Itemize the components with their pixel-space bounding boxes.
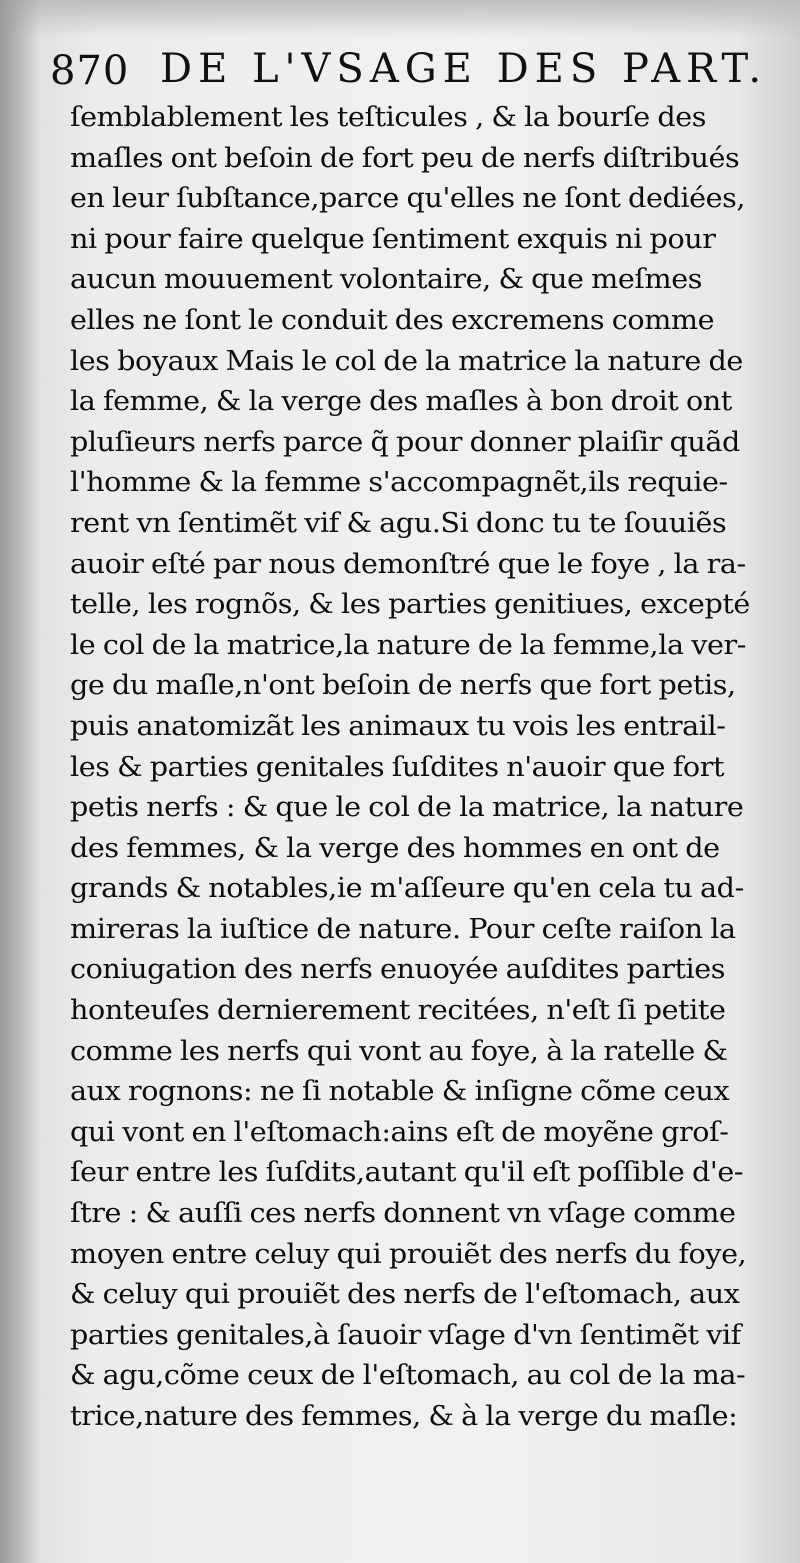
text-line: le col de la matrice,la nature de la femme,la ver- <box>70 629 746 661</box>
text-line: la femme, & la verge des maſles à bon droit ont <box>70 386 732 418</box>
text-line: l'homme & la femme s'accompagnẽt,ils requie- <box>70 467 728 499</box>
text-line: grands & notables,ie m'aſſeure qu'en cela tu ad- <box>70 873 744 905</box>
text-line: des femmes, & la verge des hommes en ont de <box>70 832 720 864</box>
text-line: parties genitales,à ſauoir vſage d'vn ſentimẽt vif <box>70 1319 741 1351</box>
text-line: & agu,cõme ceux de l'eſtomach, au col de la ma- <box>70 1360 746 1392</box>
text-line: maſles ont beſoin de fort peu de nerfs diſtribués <box>70 142 740 174</box>
text-line: ni pour faire quelque ſentiment exquis ni pour <box>70 223 716 255</box>
text-line: ſtre : & auſſi ces nerfs donnent vn vſage comme <box>70 1198 736 1230</box>
running-head: DE L'VSAGE DES PART. <box>160 46 768 92</box>
text-line: comme les nerfs qui vont au foye, à la ratelle & <box>70 1035 728 1067</box>
text-line: auoir eſté par nous demonſtré que le foye , la ra- <box>70 548 746 580</box>
text-line: ſemblablement les teſticules , & la bourſe des <box>70 102 707 133</box>
gutter-shadow <box>0 0 40 1563</box>
text-line: ge du maſle,n'ont beſoin de nerfs que fort petis, <box>70 670 736 702</box>
page-header <box>50 40 768 100</box>
text-line: pluſieurs nerfs parce q̃ pour donner plaiſir quãd <box>70 426 740 458</box>
text-line: petis nerfs : & que le col de la matrice, la nature <box>70 792 744 824</box>
text-line: en leur ſubſtance,parce qu'elles ne ſont dediées, <box>70 183 746 215</box>
text-line: aux rognons: ne ſi notable & inſigne cõme ceux <box>70 1076 730 1108</box>
body-text <box>70 98 770 1438</box>
text-line: elles ne ſont le conduit des excremens comme <box>70 304 715 336</box>
text-line: puis anatomizãt les animaux tu vois les entrail- <box>70 710 726 742</box>
text-line: qui vont en l'eſtomach:ains eſt de moyẽne groſ- <box>70 1116 729 1148</box>
text-line: trice,nature des femmes, & à la verge du maſle: <box>70 1401 738 1432</box>
text-line: ſeur entre les ſuſdits,autant qu'il eſt poſſible d'e- <box>70 1157 744 1189</box>
text-line: les boyaux Mais le col de la matrice la nature de <box>70 345 743 377</box>
text-line: moyen entre celuy qui prouiẽt des nerfs du foye, <box>70 1238 747 1270</box>
page-top-shadow <box>0 0 800 38</box>
text-line: rent vn ſentimẽt vif & agu.Si donc tu te ſouuiẽs <box>70 507 727 539</box>
text-line: aucun mouuement volontaire, & que meſmes <box>70 264 703 296</box>
text-line: mireras la iuſtice de nature. Pour ceſte raiſon la <box>70 913 736 945</box>
text-line: & celuy qui prouiẽt des nerfs de l'eſtomach, aux <box>70 1279 740 1311</box>
text-line: telle, les rognõs, & les parties genitiues, excepté <box>70 589 750 621</box>
text-line: honteuſes dernierement recitées, n'eſt ſi petite <box>70 995 726 1027</box>
page-number: 870 <box>50 48 130 94</box>
text-line: coniugation des nerfs enuoyée auſdites parties <box>70 954 726 986</box>
text-line: les & parties genitales ſuſdites n'auoir que fort <box>70 751 725 783</box>
